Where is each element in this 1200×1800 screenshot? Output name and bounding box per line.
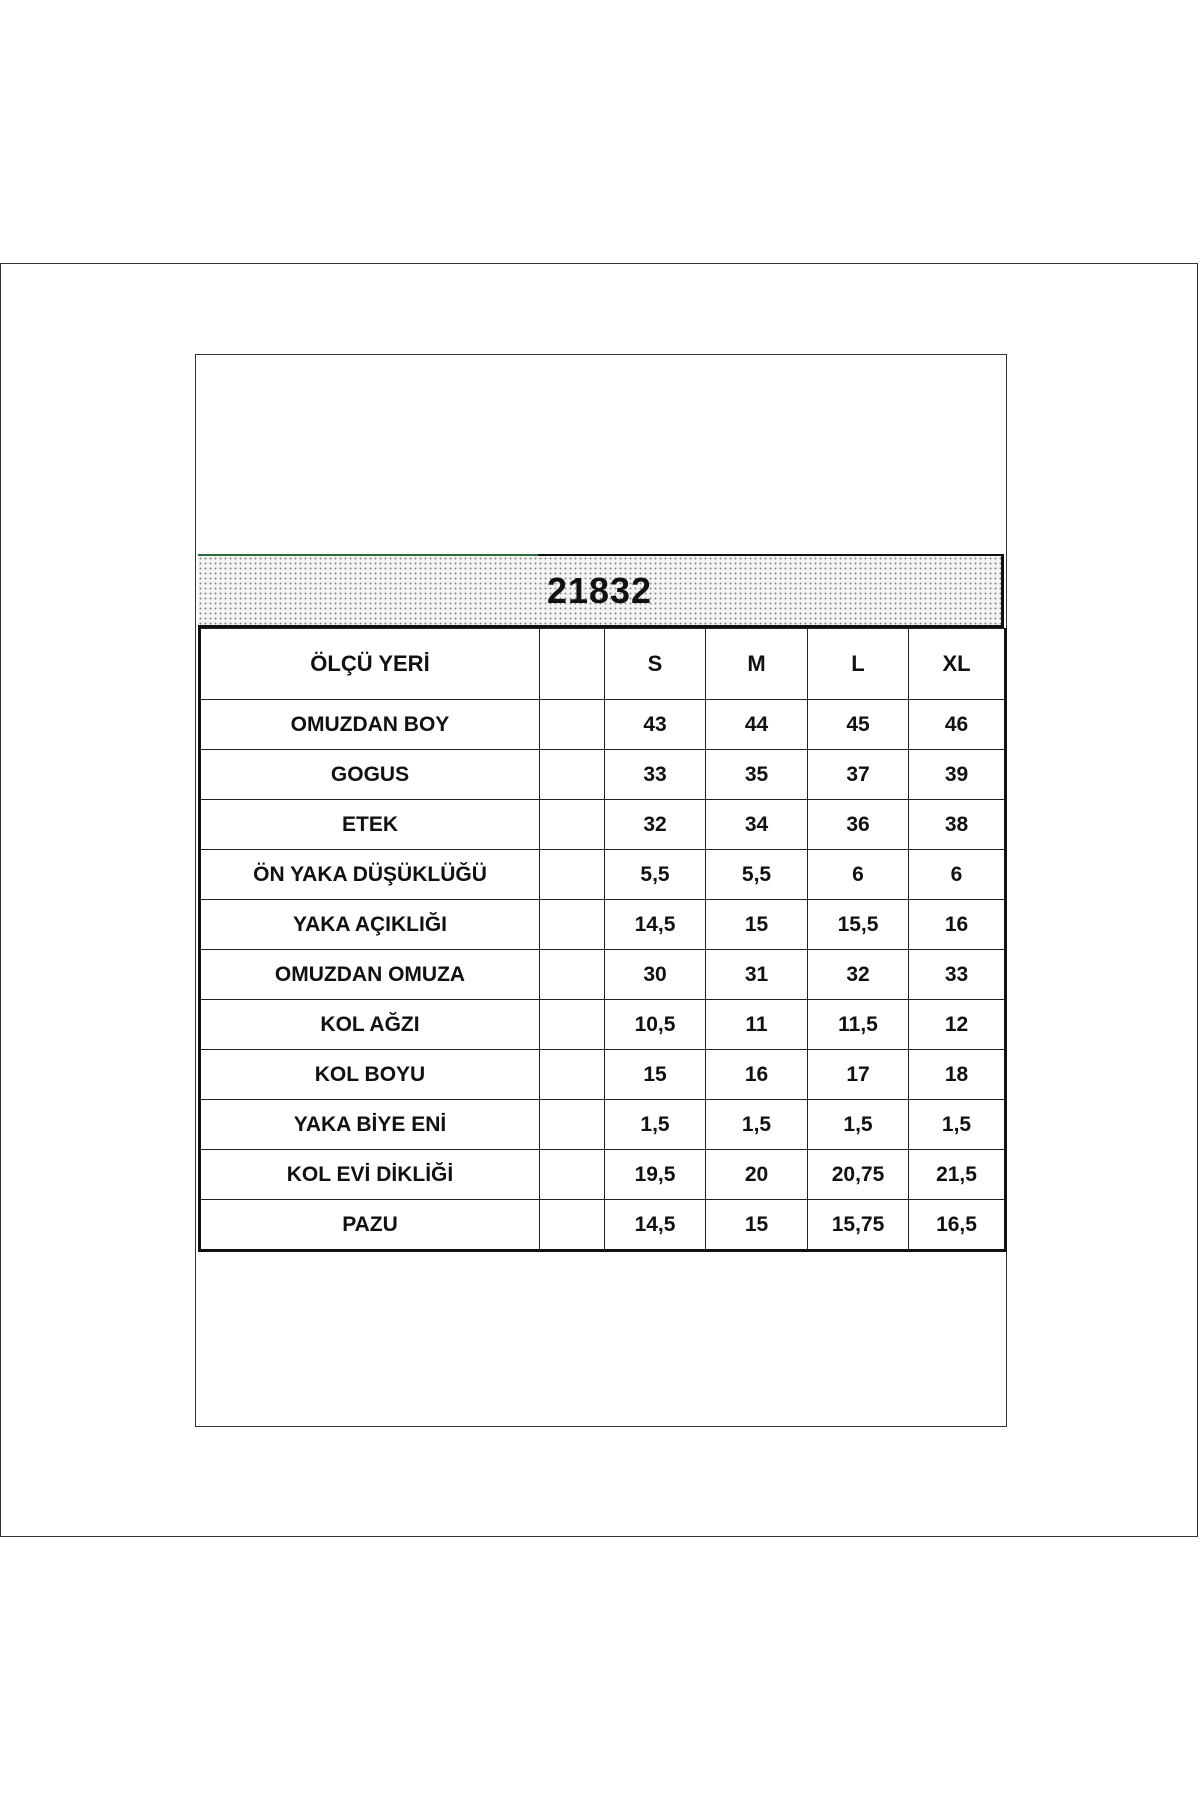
cell-m: 15 xyxy=(706,1200,808,1251)
blank-cell xyxy=(540,850,605,900)
cell-xl: 33 xyxy=(909,950,1006,1000)
table-row xyxy=(200,1050,1006,1100)
cell-m: 34 xyxy=(706,800,808,850)
cell-l: 20,75 xyxy=(808,1150,909,1200)
table-row xyxy=(200,1000,1006,1050)
header-size-xl: XL xyxy=(909,629,1006,700)
row-label: KOL EVİ DİKLİĞİ xyxy=(200,1150,540,1200)
cell-s: 33 xyxy=(605,750,706,800)
table-row xyxy=(200,750,1006,800)
cell-s: 1,5 xyxy=(605,1100,706,1150)
cell-s: 10,5 xyxy=(605,1000,706,1050)
cell-xl: 16,5 xyxy=(909,1200,1006,1251)
cell-l: 36 xyxy=(808,800,909,850)
cell-xl: 38 xyxy=(909,800,1006,850)
blank-cell xyxy=(540,1150,605,1200)
blank-cell xyxy=(540,1100,605,1150)
row-label: GOGUS xyxy=(200,750,540,800)
header-size-m: M xyxy=(706,629,808,700)
blank-cell xyxy=(540,750,605,800)
cell-l: 17 xyxy=(808,1050,909,1100)
cell-s: 19,5 xyxy=(605,1150,706,1200)
banner-accent-line xyxy=(198,554,538,556)
row-label: KOL AĞZI xyxy=(200,1000,540,1050)
blank-cell xyxy=(540,900,605,950)
row-label: ETEK xyxy=(200,800,540,850)
size-table xyxy=(198,628,1007,1252)
cell-m: 5,5 xyxy=(706,850,808,900)
header-size-l: L xyxy=(808,629,909,700)
table-row xyxy=(200,1200,1006,1251)
row-label: ÖN YAKA DÜŞÜKLÜĞÜ xyxy=(200,850,540,900)
cell-s: 15 xyxy=(605,1050,706,1100)
cell-s: 30 xyxy=(605,950,706,1000)
row-label: YAKA AÇIKLIĞI xyxy=(200,900,540,950)
product-code-banner xyxy=(198,554,1004,628)
table-row xyxy=(200,950,1006,1000)
row-label: PAZU xyxy=(200,1200,540,1251)
blank-cell xyxy=(540,1050,605,1100)
product-code: 21832 xyxy=(546,569,653,611)
cell-m: 31 xyxy=(706,950,808,1000)
table-row xyxy=(200,1150,1006,1200)
cell-xl: 12 xyxy=(909,1000,1006,1050)
row-label: KOL BOYU xyxy=(200,1050,540,1100)
cell-l: 15,5 xyxy=(808,900,909,950)
blank-cell xyxy=(540,1000,605,1050)
cell-xl: 6 xyxy=(909,850,1006,900)
row-label: OMUZDAN BOY xyxy=(200,700,540,750)
blank-cell xyxy=(540,800,605,850)
blank-cell xyxy=(540,950,605,1000)
cell-l: 6 xyxy=(808,850,909,900)
header-measurement-point: ÖLÇÜ YERİ xyxy=(200,629,540,700)
cell-m: 11 xyxy=(706,1000,808,1050)
cell-l: 15,75 xyxy=(808,1200,909,1251)
cell-l: 37 xyxy=(808,750,909,800)
row-label: OMUZDAN OMUZA xyxy=(200,950,540,1000)
cell-m: 1,5 xyxy=(706,1100,808,1150)
cell-m: 20 xyxy=(706,1150,808,1200)
cell-m: 35 xyxy=(706,750,808,800)
table-row xyxy=(200,800,1006,850)
cell-s: 43 xyxy=(605,700,706,750)
table-header-row xyxy=(200,629,1006,700)
cell-s: 14,5 xyxy=(605,900,706,950)
cell-m: 15 xyxy=(706,900,808,950)
cell-m: 44 xyxy=(706,700,808,750)
table-row xyxy=(200,850,1006,900)
cell-s: 5,5 xyxy=(605,850,706,900)
header-blank-cell xyxy=(540,629,605,700)
cell-xl: 21,5 xyxy=(909,1150,1006,1200)
cell-s: 14,5 xyxy=(605,1200,706,1251)
table-row xyxy=(200,900,1006,950)
blank-cell xyxy=(540,700,605,750)
cell-xl: 1,5 xyxy=(909,1100,1006,1150)
cell-xl: 46 xyxy=(909,700,1006,750)
row-label: YAKA BİYE ENİ xyxy=(200,1100,540,1150)
cell-l: 1,5 xyxy=(808,1100,909,1150)
cell-s: 32 xyxy=(605,800,706,850)
size-chart-sheet xyxy=(198,554,1004,1252)
cell-l: 32 xyxy=(808,950,909,1000)
cell-xl: 16 xyxy=(909,900,1006,950)
cell-m: 16 xyxy=(706,1050,808,1100)
blank-cell xyxy=(540,1200,605,1251)
cell-xl: 18 xyxy=(909,1050,1006,1100)
table-row xyxy=(200,1100,1006,1150)
header-size-s: S xyxy=(605,629,706,700)
table-row xyxy=(200,700,1006,750)
cell-l: 11,5 xyxy=(808,1000,909,1050)
cell-l: 45 xyxy=(808,700,909,750)
cell-xl: 39 xyxy=(909,750,1006,800)
